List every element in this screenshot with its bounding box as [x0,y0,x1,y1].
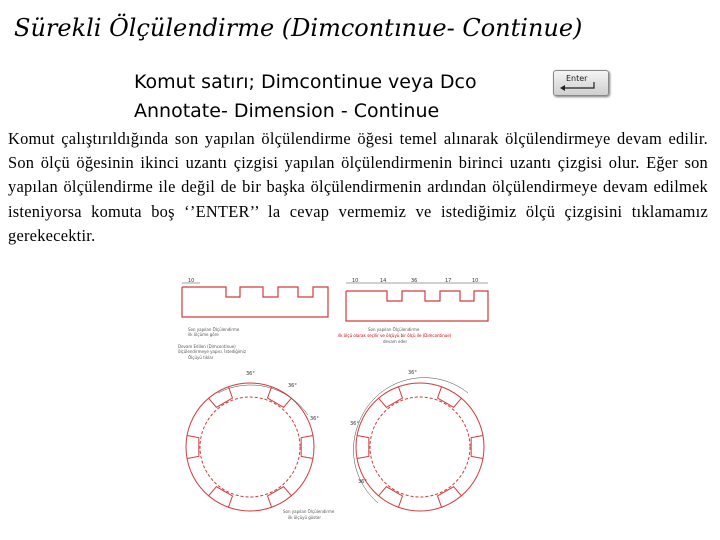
top-right-dim-4: 17 [445,278,452,284]
right-angle-3: 36° [358,479,367,485]
left-label-3: Devam Edilen (Dimcontinue) [178,344,236,349]
top-right-dim-5: 10 [472,278,479,284]
right-angle-2: 36° [350,421,359,427]
description-paragraph: Komut çalıştırıldığında son yapılan ölçülendirme öğesi temel alınarak ölçülendirmeye devam edilir. Son ölçü öğesinin ikinci uzantı çizgisi yapılan ölçülendirmenin birinci uzantı çizgisi olur. Eğer son yapılan ölçülendirme ile değil de bir başka ölçülendirmenin ardından ölçülendirmeye devam edilmek isteniyorsa komuta boş ‘’ENTER’’ la cevap vermemiz ve istediğimiz ölçü çizgisini tıklamamız gerekecektir. [8,129,708,245]
right-gear [350,370,484,511]
bottom-label-2: ilk ölçüyü göster [288,515,322,520]
left-label-1: Son yapılan Ölçülendirme [188,327,240,332]
dimension-figure [168,275,498,527]
command-info [134,68,477,126]
left-gear [186,371,319,511]
top-right-bar [346,278,488,321]
gear-tooth [187,436,199,459]
left-label-2: ilk ölçüme göre [188,332,219,337]
command-line-2: Annotate- Dimension - Continue [134,100,440,122]
right-label-2: ilk ölçü olarak seçilir ve ölçüyü bir ölçü ile (Dimcontinue) [338,333,452,338]
left-angle-3: 36° [310,416,319,422]
right-label-3: devam eder [383,339,408,344]
enter-arrow-icon [560,82,596,92]
left-label-4: ölçülendirmeye yapısı. İstediğimiz [178,349,246,354]
gear-tooth [471,436,483,459]
top-right-dim-3: 36 [411,278,418,284]
enter-key [553,70,609,96]
bottom-label-1: Son yapılan Ölçülendirme [283,509,335,514]
enter-key-label: Enter [566,74,588,83]
left-angle-2: 36° [288,383,297,389]
top-left-dim: 10 [188,278,195,284]
top-left-bar [182,278,328,317]
page-title: Sürekli Ölçülendirme (Dimcontınue- Continue) [14,14,583,42]
top-right-dim-1: 10 [352,278,359,284]
left-angle-1: 36° [246,371,255,377]
right-angle-1: 36° [408,370,417,376]
top-right-dim-2: 14 [380,278,387,284]
left-label-5: Ölçüyü tıklar [188,355,214,360]
command-line-1: Komut satırı; Dimcontinue veya Dco [134,71,477,93]
gear-tooth [301,436,313,459]
gear-tooth [357,436,369,459]
right-label-1: Son yapılan Ölçülendirme [368,327,420,332]
